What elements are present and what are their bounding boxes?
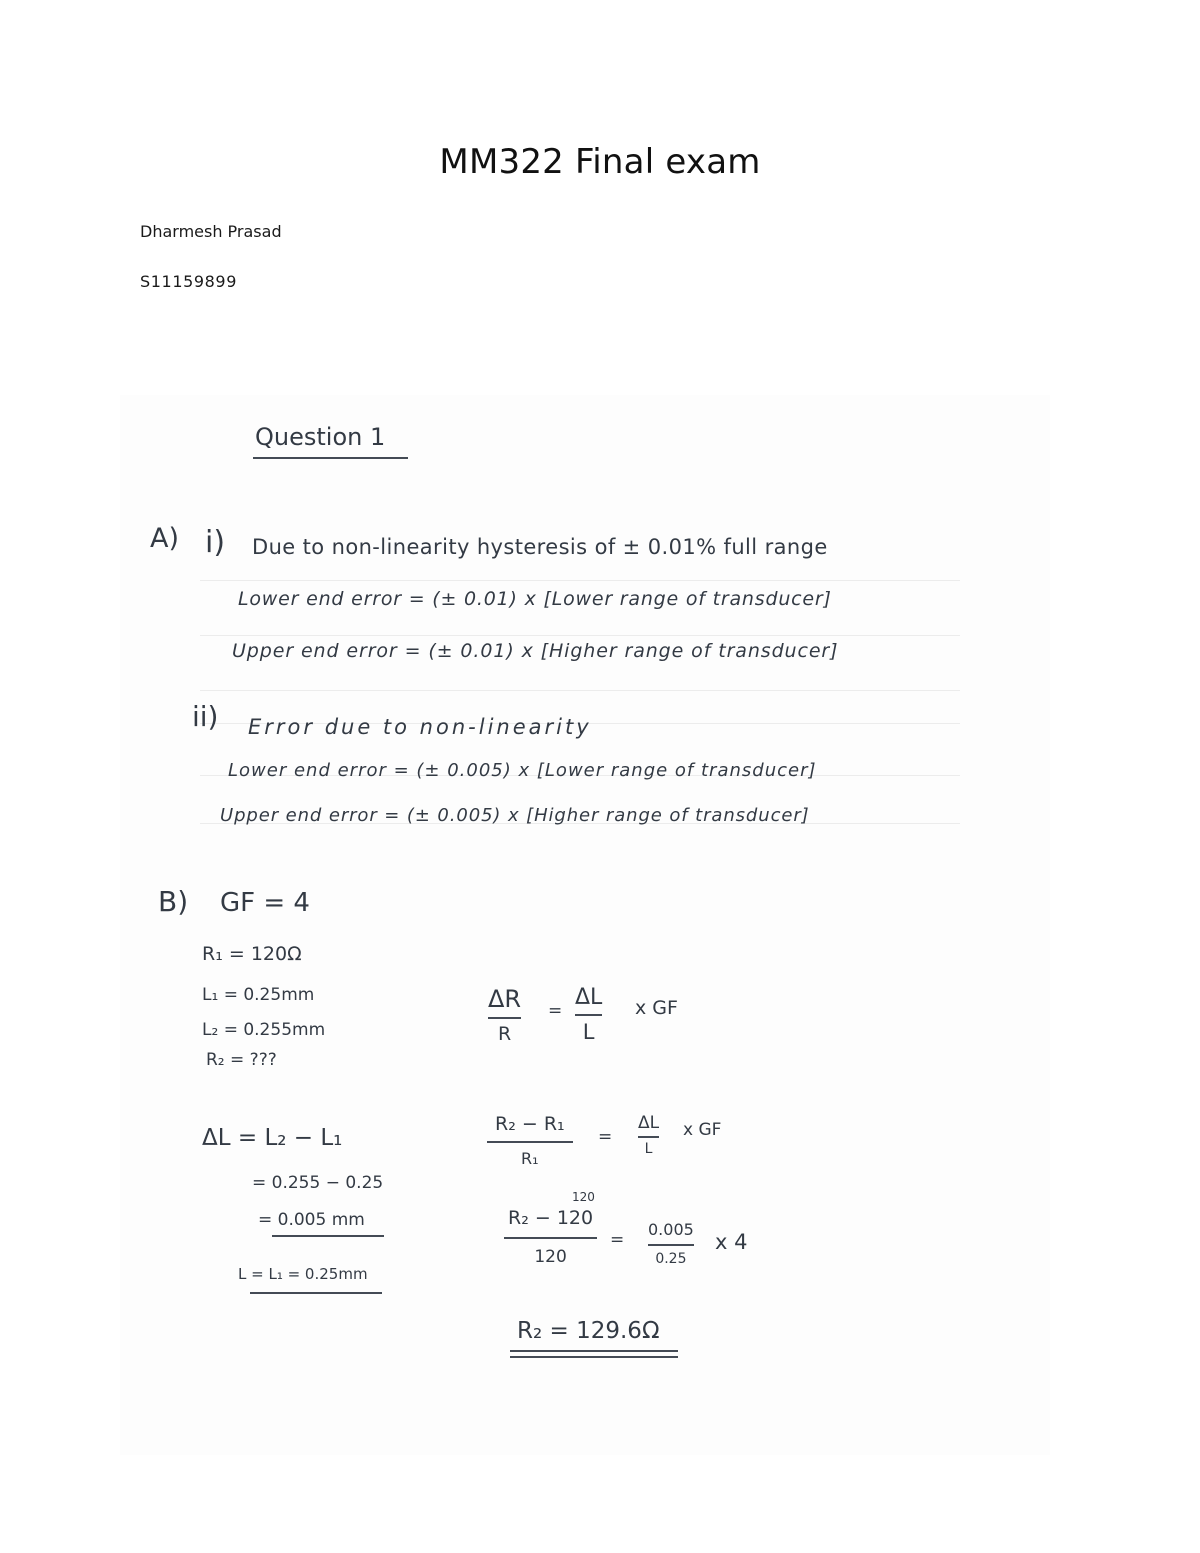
fraction-bar <box>488 1017 521 1019</box>
final-result: R₂ = 129.6Ω <box>517 1318 660 1344</box>
delta-l-line3: = 0.005 mm <box>258 1210 365 1230</box>
fraction-bar <box>575 1014 602 1016</box>
author-name: Dharmesh Prasad <box>140 222 282 241</box>
ruled-line <box>200 580 960 581</box>
formula-tail: x GF <box>635 997 678 1019</box>
result-underline-2 <box>510 1356 678 1358</box>
part-b-gf: GF = 4 <box>220 888 310 918</box>
eq3-den: 120 <box>534 1246 567 1267</box>
part-a-ii-upper: Upper end error = (± 0.005) x [Higher range of transducer] <box>220 805 810 826</box>
eq2-rnum: ΔL <box>638 1113 660 1133</box>
part-a-label: A) <box>150 523 180 554</box>
eq3-right-fraction <box>648 1220 694 1267</box>
l-equals-line: L = L₁ = 0.25mm <box>238 1265 368 1283</box>
part-b-label: B) <box>158 885 189 918</box>
ruled-line <box>200 635 960 636</box>
l-underline <box>250 1292 382 1294</box>
eq3-num: R₂ − 120 <box>508 1207 594 1229</box>
part-a-i-heading: Due to non-linearity hysteresis of ± 0.01% full range <box>252 535 828 559</box>
eq2-left-fraction <box>495 1113 565 1168</box>
handwritten-scan <box>120 395 1050 1455</box>
fraction-bar <box>648 1244 694 1246</box>
part-a-i-label: i) <box>205 525 226 560</box>
given-l1: L₁ = 0.25mm <box>202 985 315 1005</box>
formula-den-left: R <box>497 1022 512 1045</box>
student-id: S11159899 <box>140 272 237 291</box>
part-a-ii-label: ii) <box>192 700 219 733</box>
formula-den-right: L <box>582 1019 595 1044</box>
fraction-bar <box>638 1136 659 1138</box>
eq3-rden: 0.25 <box>655 1250 687 1267</box>
delta-l-underline <box>272 1235 384 1237</box>
given-r1: R₁ = 120Ω <box>202 943 302 965</box>
part-a-ii-lower: Lower end error = (± 0.005) x [Lower range of transducer] <box>228 760 817 781</box>
fraction-bar <box>487 1141 573 1143</box>
formula-left-fraction <box>488 985 521 1045</box>
page-title: MM322 Final exam <box>439 142 761 182</box>
part-a-ii-heading: Error due to non-linearity <box>248 715 592 739</box>
part-a-i-lower: Lower end error = (± 0.01) x [Lower range of transducer] <box>238 588 832 610</box>
eq2-den: R₁ <box>521 1148 539 1168</box>
delta-l-line1: ΔL = L₂ − L₁ <box>202 1125 343 1151</box>
formula-right-fraction <box>575 985 602 1044</box>
given-l2: L₂ = 0.255mm <box>202 1020 326 1040</box>
eq2-num: R₂ − R₁ <box>495 1113 565 1135</box>
eq2-equals: = <box>598 1127 613 1147</box>
result-underline-1 <box>510 1350 678 1352</box>
question-heading: Question 1 <box>255 423 386 451</box>
eq2-right-fraction <box>638 1113 659 1157</box>
eq3-equals: = <box>610 1230 625 1250</box>
eq3-note: 120 <box>572 1190 595 1204</box>
eq2-rden: L <box>644 1140 653 1157</box>
given-r2-unknown: R₂ = ??? <box>206 1050 277 1070</box>
question-underline <box>253 457 408 459</box>
ruled-line <box>200 690 960 691</box>
eq2-tail: x GF <box>683 1120 722 1140</box>
part-a-i-upper: Upper end error = (± 0.01) x [Higher range of transducer] <box>232 640 839 662</box>
eq3-rnum: 0.005 <box>648 1220 694 1239</box>
formula-equals: = <box>548 1001 563 1021</box>
eq3-left-fraction <box>508 1207 593 1267</box>
formula-num-right: ΔL <box>575 985 603 1010</box>
delta-l-line2: = 0.255 − 0.25 <box>252 1173 384 1193</box>
eq3-tail: x 4 <box>715 1230 748 1254</box>
fraction-bar <box>504 1237 597 1239</box>
formula-num-left: ΔR <box>488 985 522 1013</box>
